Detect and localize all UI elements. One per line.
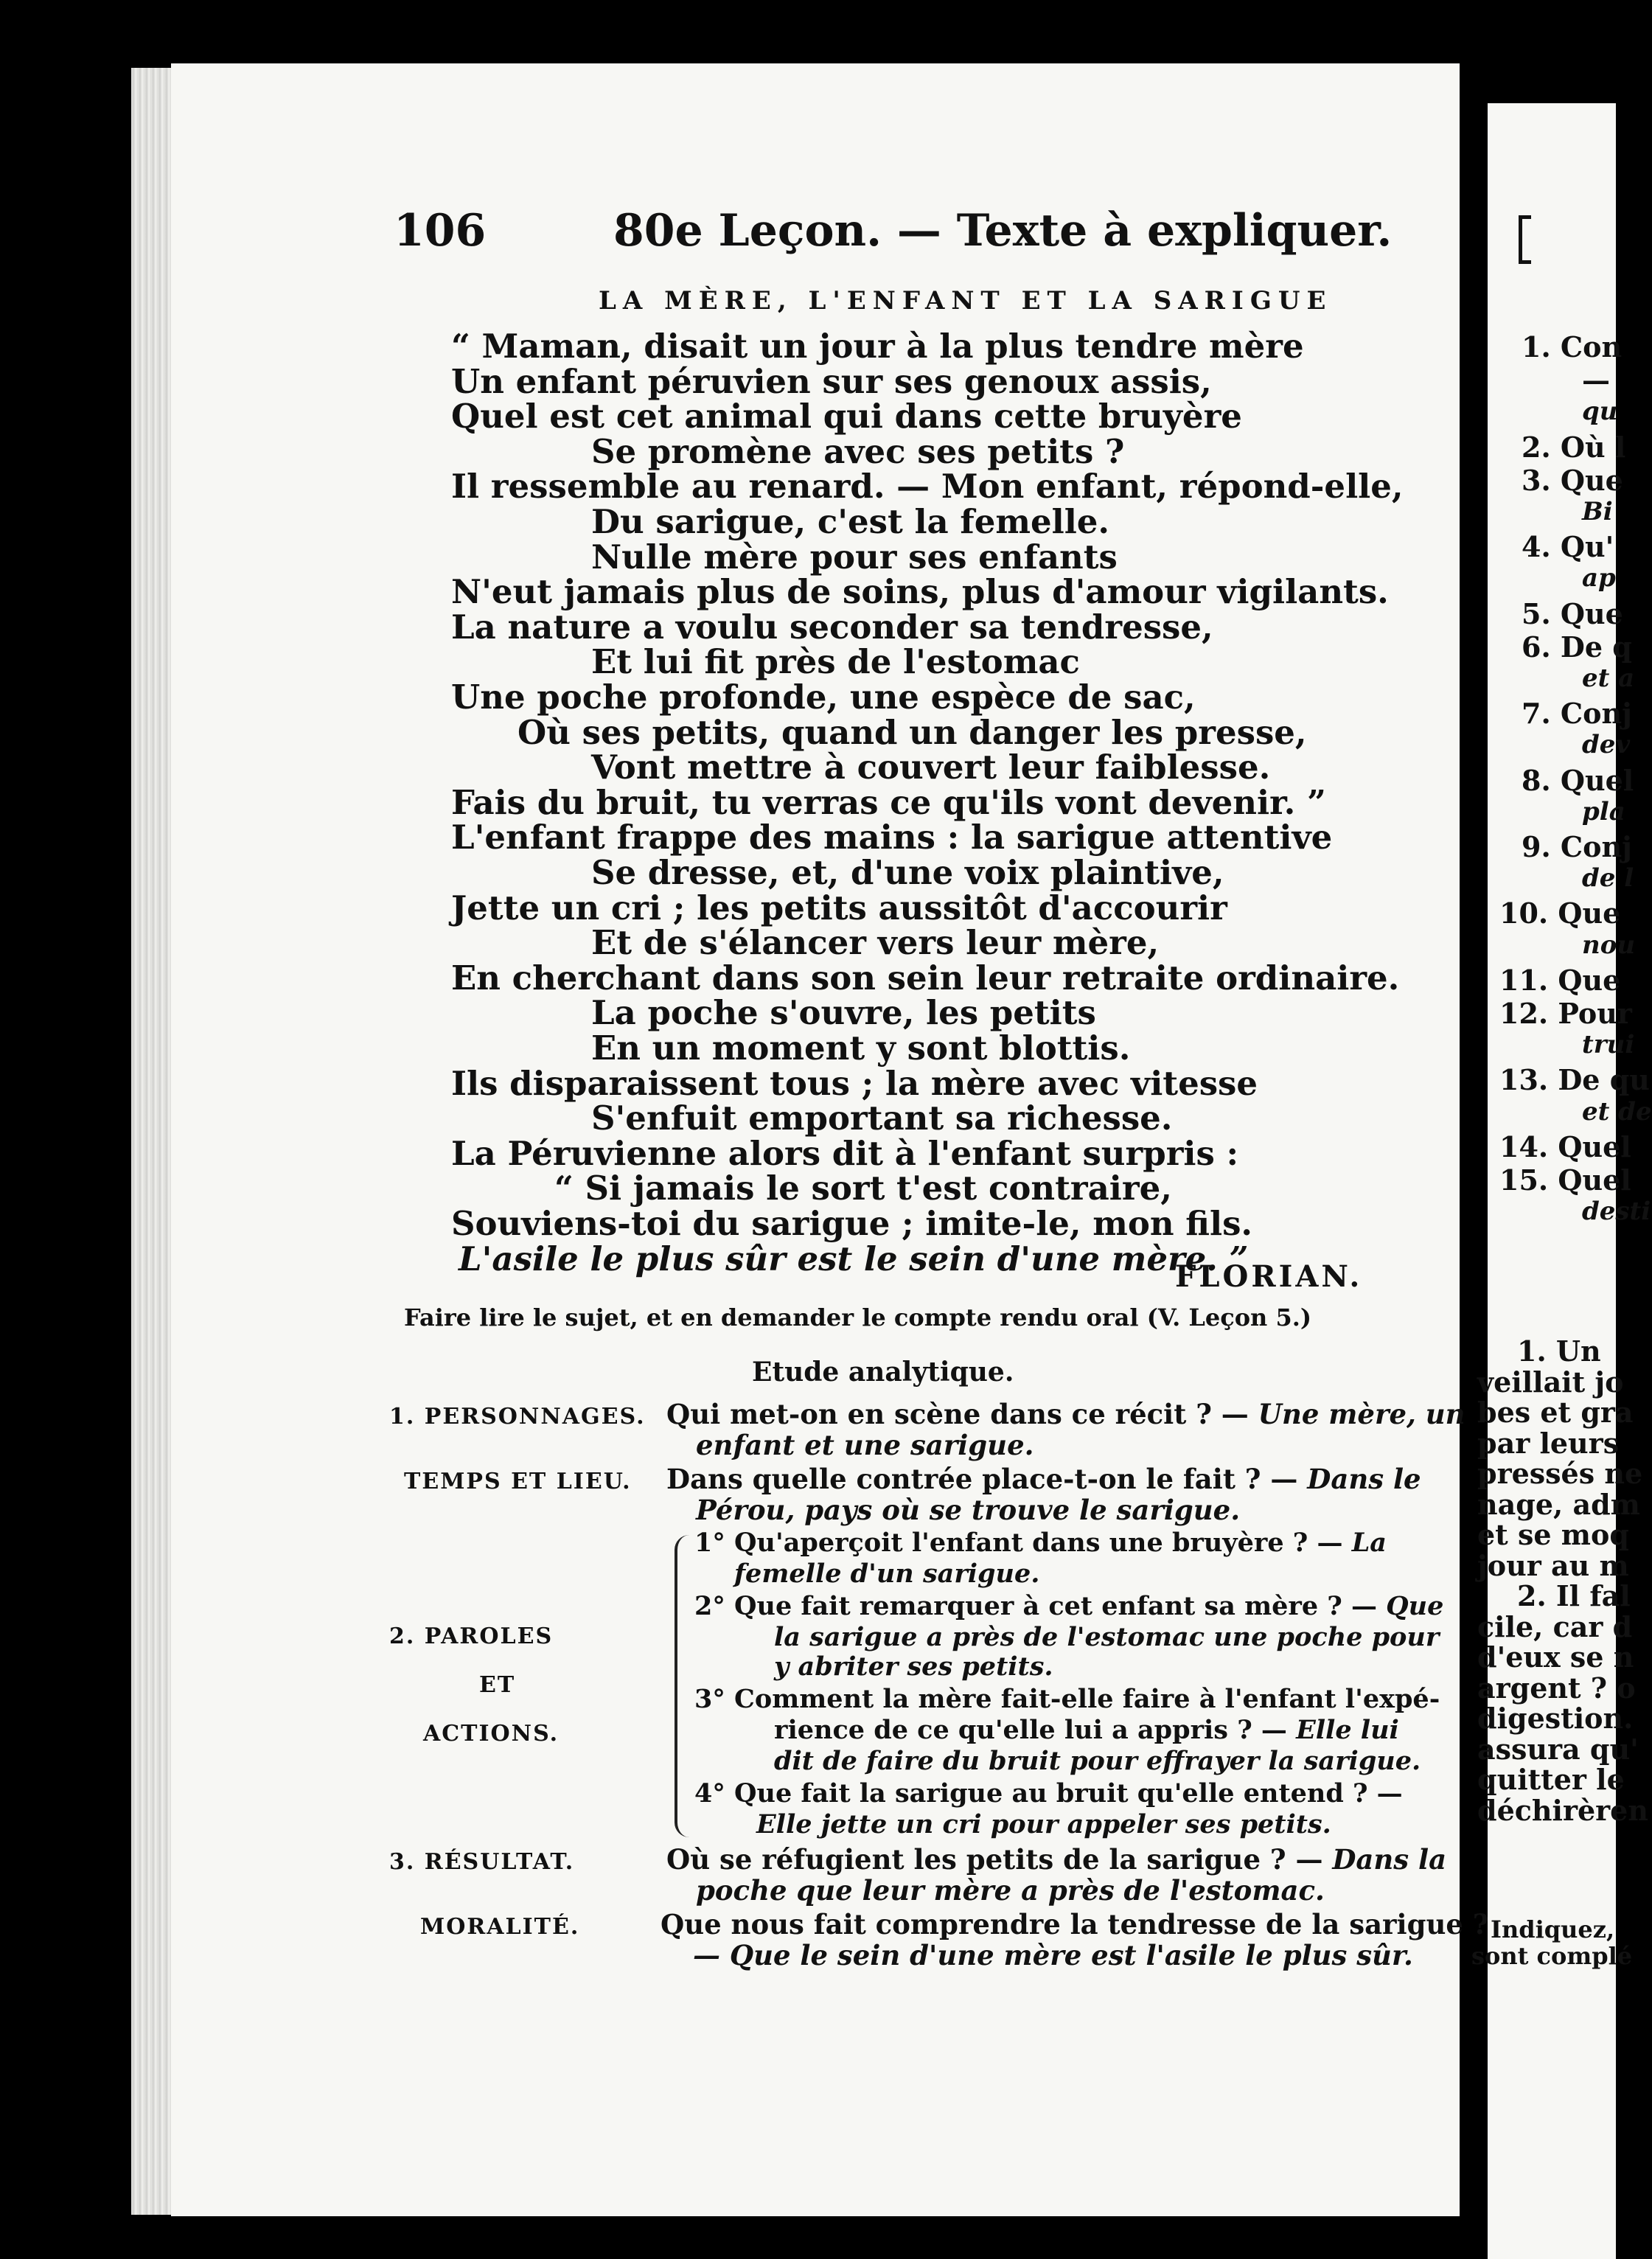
q-personnages: Qui met-on en scène dans ce récit ? — Une mère, un	[666, 1398, 1465, 1430]
label-moralite: MORALITÉ.	[420, 1914, 580, 1940]
right-page-line: trui	[1582, 1030, 1635, 1060]
right-page-line: et se moq	[1477, 1518, 1629, 1551]
poem-line: En cherchant dans son sein leur retraite ordinaire.	[451, 958, 1400, 998]
right-page-line: —	[1582, 363, 1610, 397]
poem-line: Fais du bruit, tu verras ce qu'ils vont devenir. ”	[451, 782, 1326, 822]
right-page-line: Bi	[1582, 497, 1613, 526]
page-number: 106	[394, 205, 487, 257]
right-page-line: 1. Un	[1517, 1334, 1601, 1368]
q-paroles-3: 3° Comment la mère fait-elle faire à l'enfant l'expé-	[694, 1684, 1440, 1714]
right-page-line: assura qu'	[1477, 1732, 1639, 1766]
a-resultat: poche que leur mère a près de l'estomac.	[696, 1874, 1325, 1907]
q-moralite: Que nous fait comprendre la tendresse de la sarigue ?	[661, 1908, 1489, 1940]
poem-line: Nulle mère pour ses enfants	[591, 537, 1118, 577]
q-paroles-4: 4° Que fait la sarigue au bruit qu'elle entend ? —	[694, 1778, 1403, 1809]
poem-line: L'asile le plus sûr est le sein d'une mère. ”	[459, 1239, 1249, 1278]
label-paroles-2: ET	[479, 1672, 516, 1698]
right-page-line: et de	[1582, 1096, 1652, 1127]
a-paroles-2: la sarigue a près de l'estomac une poche pour	[774, 1622, 1440, 1652]
right-page-line: 3. Que	[1522, 463, 1623, 497]
poem-line: Et de s'élancer vers leur mère,	[591, 923, 1160, 963]
right-page-line: 12. Pour	[1499, 997, 1632, 1030]
right-page-line: de l	[1582, 863, 1634, 894]
right-page-line: cile, car d	[1477, 1609, 1633, 1643]
right-page-line: déchirèren	[1477, 1793, 1648, 1827]
poem-line: Un enfant péruvien sur ses genoux assis,	[451, 361, 1212, 401]
instruction-note: Faire lire le sujet, et en demander le compte rendu oral (V. Leçon 5.)	[404, 1303, 1311, 1332]
q-paroles-3b: rience de ce qu'elle lui a appris ? — Elle lui	[774, 1715, 1399, 1745]
poem-line: La nature a voulu seconder sa tendresse,	[451, 607, 1213, 647]
right-page-line: quitter le	[1477, 1763, 1625, 1796]
poem-line: L'enfant frappe des mains : la sarigue attentive	[451, 818, 1333, 857]
q-paroles-1: 1° Qu'aperçoit l'enfant dans une bruyère ? — La	[694, 1528, 1387, 1558]
a-paroles-2b: y abriter ses petits.	[774, 1651, 1053, 1682]
poem-line: Il ressemble au renard. — Mon enfant, répond-elle,	[451, 467, 1404, 507]
a-paroles-1: femelle d'un sarigue.	[734, 1559, 1040, 1589]
right-page-line: nou	[1582, 930, 1636, 960]
analysis-title: Etude analytique.	[752, 1357, 1014, 1388]
right-page-line: desti	[1582, 1197, 1651, 1227]
right-page-line: argent ? o	[1477, 1671, 1636, 1705]
right-page-line: 6. De q	[1522, 630, 1632, 664]
right-page-line: ap	[1582, 563, 1616, 594]
poem-line: Se promène avec ses petits ?	[591, 431, 1125, 471]
label-paroles-1: 2. PAROLES	[389, 1623, 554, 1649]
right-page-line: 10. Que	[1499, 897, 1621, 930]
poem-line: La poche s'ouvre, les petits	[591, 993, 1096, 1033]
right-page-line: 8. Quel	[1522, 763, 1634, 797]
a-paroles-4: Elle jette un cri pour appeler ses petits.	[756, 1809, 1331, 1839]
q-temps: Dans quelle contrée place-t-on le fait ? — Dans le	[666, 1463, 1421, 1495]
right-page-line: 14. Quel	[1499, 1130, 1631, 1163]
right-page-line: 1. Con	[1522, 330, 1623, 363]
poem-line: Souviens-toi du sarigue ; imite-le, mon fils.	[451, 1204, 1253, 1243]
right-page-line: pressés ne	[1477, 1457, 1643, 1490]
right-page-line: dev	[1582, 730, 1631, 760]
right-page-line: 2. Il fal	[1517, 1579, 1631, 1612]
label-personnages: 1. PERSONNAGES.	[389, 1404, 646, 1430]
poem-line: Vont mettre à couvert leur faiblesse.	[591, 748, 1271, 787]
q-resultat: Où se réfugient les petits de la sarigue ? — Dans la	[666, 1843, 1447, 1876]
right-page-line: sont complé	[1471, 1942, 1633, 1970]
poem-line: Ils disparaissent tous ; la mère avec vitesse	[451, 1063, 1258, 1103]
right-page-line: digestion.	[1477, 1702, 1634, 1735]
right-page-line: Indiquez,	[1491, 1915, 1615, 1943]
poem-line: “ Si jamais le sort t'est contraire,	[554, 1169, 1172, 1208]
bracket-mark	[1519, 215, 1531, 264]
poem-line: Se dresse, et, d'une voix plaintive,	[591, 853, 1224, 892]
a-temps: Pérou, pays où se trouve le sarigue.	[696, 1494, 1241, 1526]
right-page-line: et a	[1582, 664, 1635, 693]
poem-line: N'eut jamais plus de soins, plus d'amour vigilants.	[451, 572, 1389, 612]
poem-line: En un moment y sont blottis.	[591, 1028, 1131, 1068]
brace	[675, 1535, 694, 1837]
right-page-line: 4. Qu'	[1522, 530, 1614, 564]
right-page-line: pla	[1582, 796, 1625, 826]
right-page-line: nage, adm	[1477, 1487, 1640, 1521]
poem-line: S'enfuit emportant sa richesse.	[591, 1099, 1173, 1138]
a-personnages: enfant et une sarigue.	[696, 1429, 1034, 1461]
poem-line: Une poche profonde, une espèce de sac,	[451, 678, 1196, 717]
right-page-line: veillait jo	[1477, 1365, 1624, 1399]
poem-line: Du sarigue, c'est la femelle.	[591, 502, 1110, 541]
q-paroles-2: 2° Que fait remarquer à cet enfant sa mère ? — Que	[694, 1591, 1444, 1621]
right-page-line: 9. Conj	[1522, 830, 1632, 863]
poem-line: Quel est cet animal qui dans cette bruyère	[451, 397, 1242, 436]
poem-line: Où ses petits, quand un danger les presse,	[517, 712, 1307, 752]
right-page-line: 2. Où l	[1522, 430, 1626, 464]
label-paroles-3: ACTIONS.	[423, 1721, 560, 1747]
poem-line: “ Maman, disait un jour à la plus tendre mère	[451, 327, 1304, 366]
right-page-line: d'eux se n	[1477, 1640, 1634, 1674]
right-page-line: 5. Que	[1522, 596, 1623, 630]
running-title: 80e Leçon. — Texte à expliquer.	[613, 205, 1393, 257]
right-page-line: bes et gra	[1477, 1396, 1634, 1429]
a-paroles-3: dit de faire du bruit pour effrayer la sarigue.	[774, 1746, 1421, 1776]
poem-author: FLORIAN.	[1175, 1259, 1363, 1294]
poem-line: Jette un cri ; les petits aussitôt d'accourir	[451, 888, 1227, 927]
right-page-line: 15. Quel	[1499, 1163, 1631, 1197]
right-page-line: par leurs	[1477, 1426, 1620, 1460]
poem-line: La Péruvienne alors dit à l'enfant surpris :	[451, 1133, 1239, 1173]
label-temps: TEMPS ET LIEU.	[404, 1469, 632, 1494]
a-moralite: — Que le sein d'une mère est l'asile le plus sûr.	[693, 1939, 1413, 1971]
poem-title: LA MÈRE, L'ENFANT ET LA SARIGUE	[599, 286, 1333, 316]
right-page-line: 7. Conj	[1522, 697, 1632, 731]
right-page-line: 11. Que	[1499, 963, 1621, 997]
right-page-line: jour au m	[1477, 1548, 1629, 1582]
label-resultat: 3. RÉSULTAT.	[389, 1849, 575, 1875]
poem-line: Et lui fit près de l'estomac	[591, 642, 1080, 682]
right-page-line: 13. De qu	[1499, 1063, 1650, 1097]
right-page-line: qu	[1582, 397, 1618, 427]
